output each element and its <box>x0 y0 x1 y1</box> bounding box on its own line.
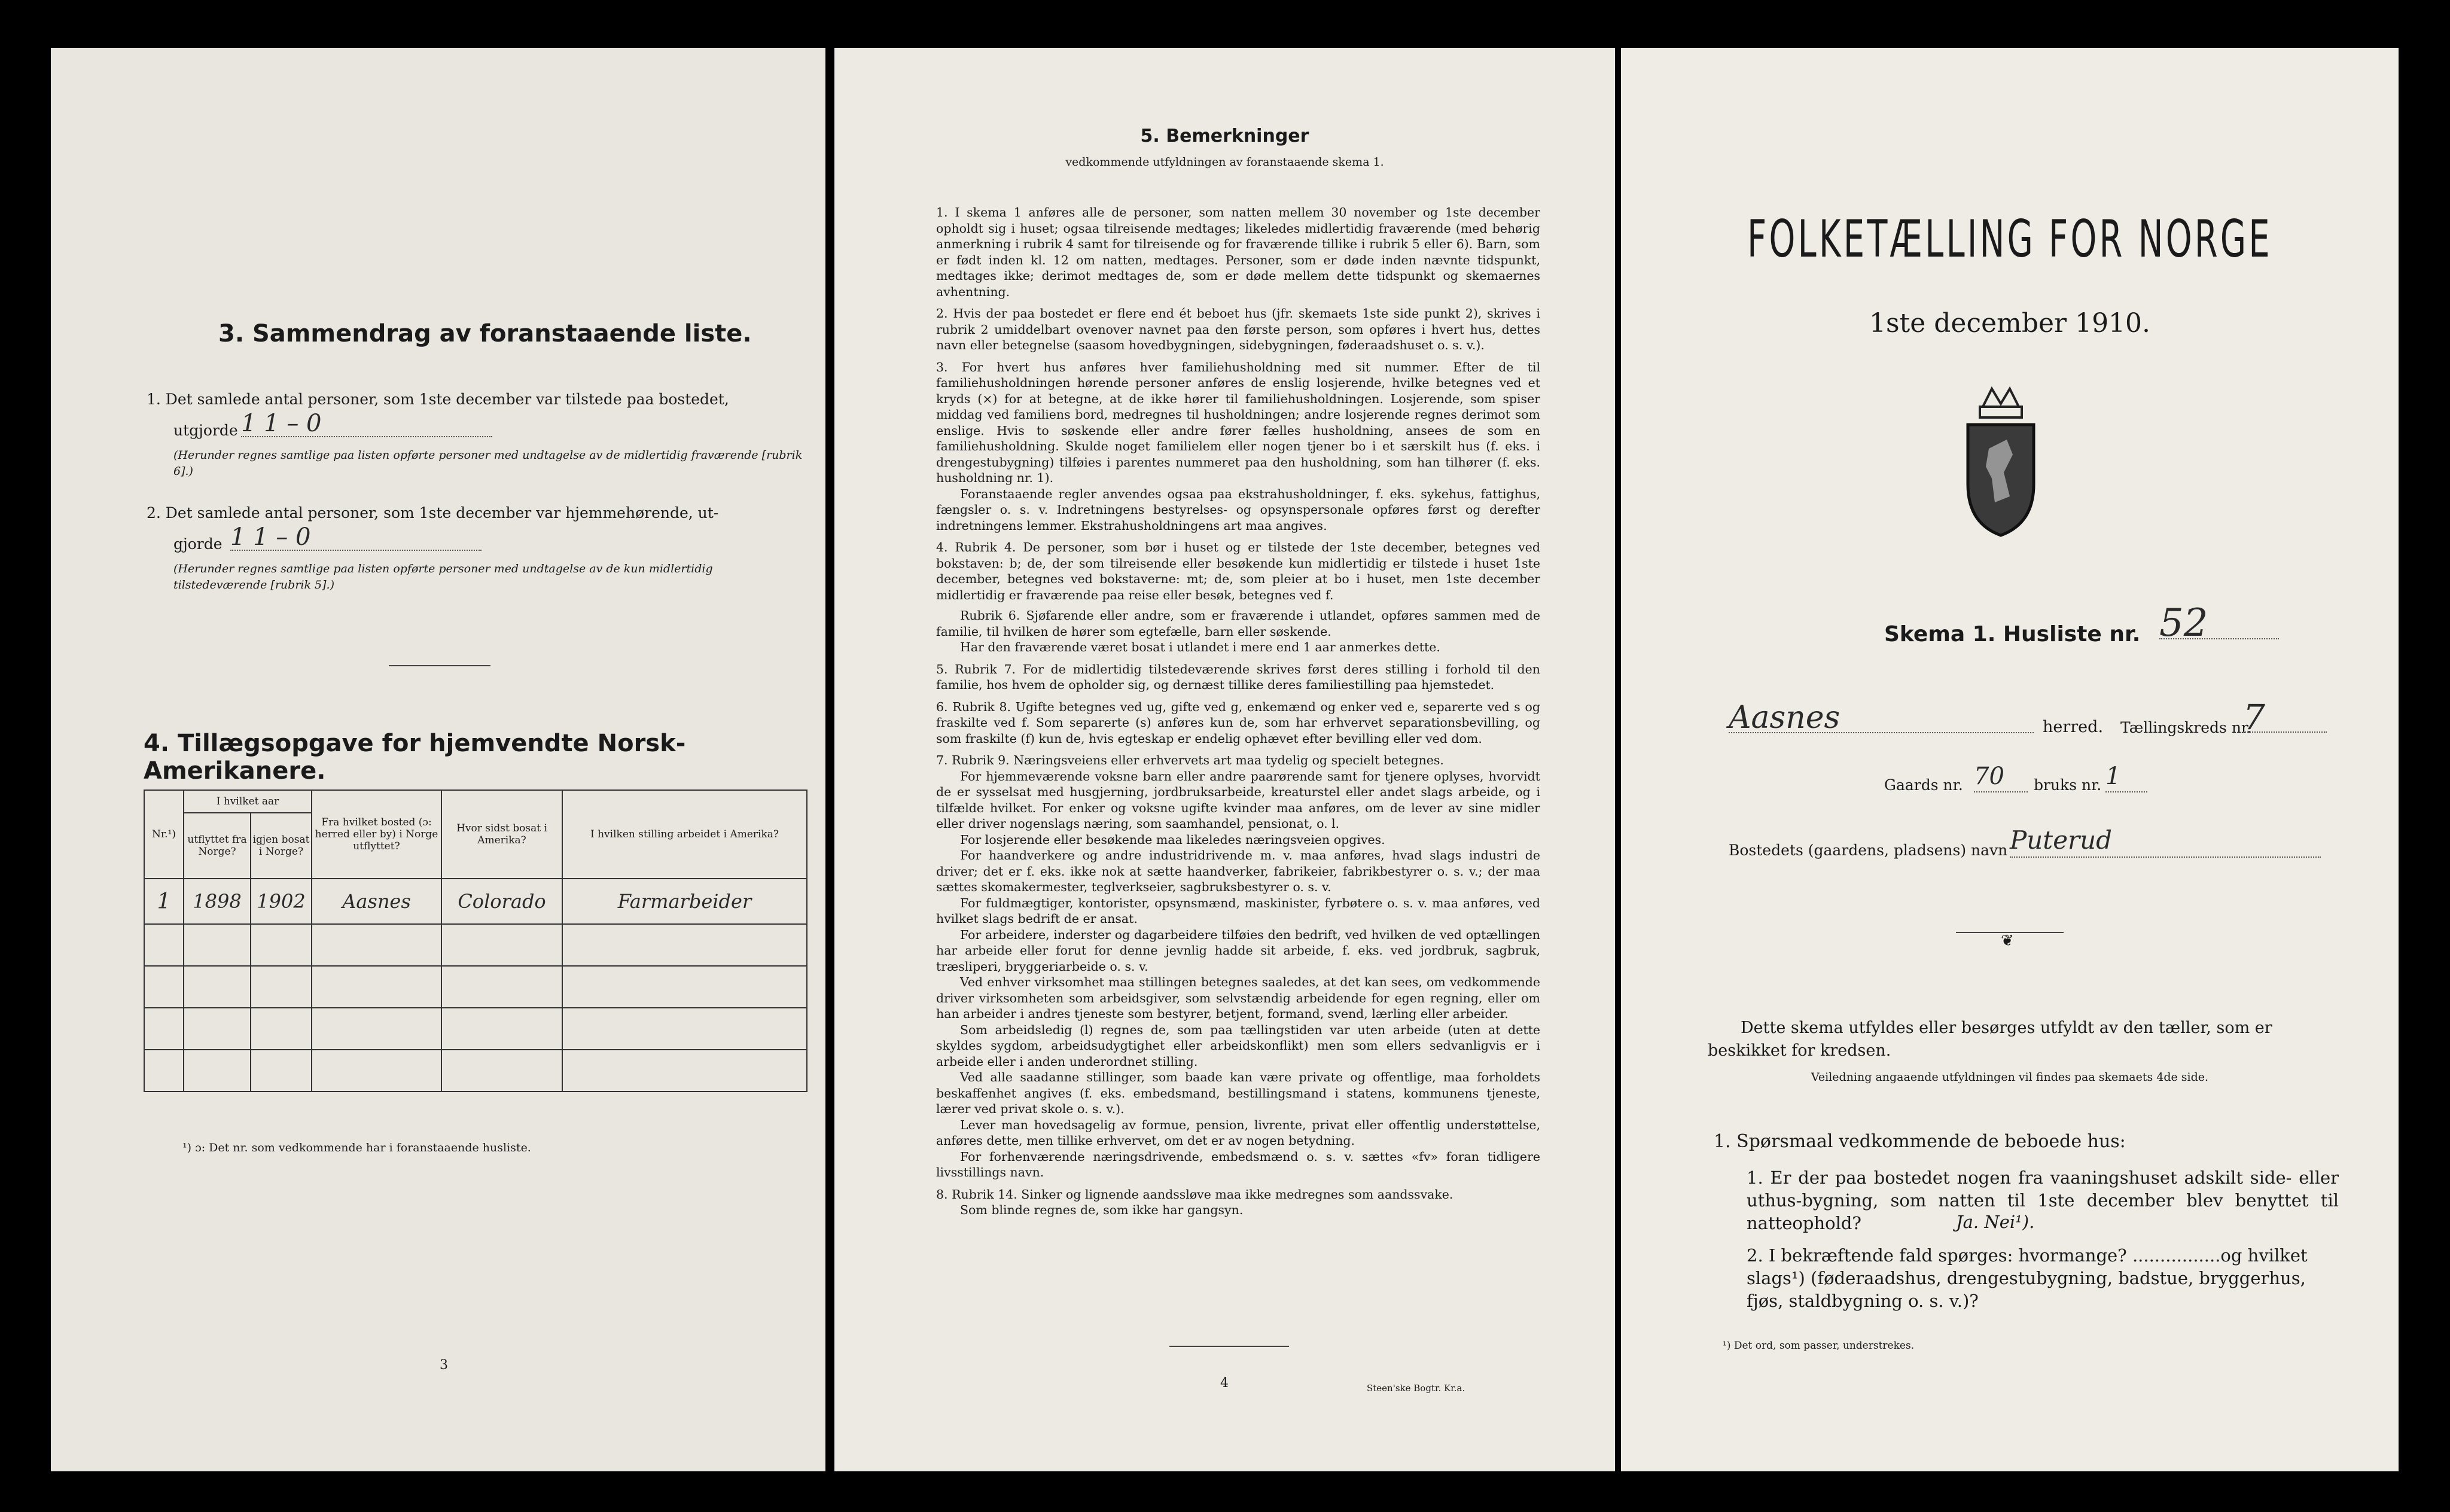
remark-7: 7. Rubrik 9. Næringsveiens eller erhvervets art maa tydelig og specielt betegnes. <box>936 753 1444 767</box>
form-date: 1ste december 1910. <box>1869 308 2151 339</box>
remark-5: 5. Rubrik 7. For de midlertidig tilstedeværende skrives først deres stilling i forhold til den familie, hos hvem de opholder sig, og dernæst tillike deres familiestilling paa hjemstedet. <box>936 662 1540 692</box>
cell-stilling: Farmarbeider <box>562 879 807 924</box>
divider <box>389 665 490 666</box>
cell-sidst: Colorado <box>441 879 562 924</box>
q1-text: 1. Det samlede antal personer, som 1ste december var tilstede paa bostedet, <box>147 391 729 408</box>
remark-7k: For forhenværende næringsdrivende, embedsmænd o. s. v. sættes «fv» foran tidligere livsstillings navn. <box>936 1149 1540 1179</box>
remark-7d: For haandverkere og andre industridrivende m. v. maa anføres, hvad slags industri de driver; det er f. eks. ikke nok at sætte haandverker, fabrikeier, fabrikbestyrer o. s. v.; der maa sættes skomakermester, teglverkseier, sagbruksbestyrer o. s. v. <box>936 848 1540 894</box>
header-bosat: igjen bosat i Norge? <box>251 813 312 879</box>
husliste-nr: 52 <box>2159 601 2279 639</box>
remark-7c: For losjerende eller besøkende maa likeledes næringsveien opgives. <box>960 832 1385 847</box>
remark-7e: For fuldmægtiger, kontorister, opsynsmænd, maskinister, fyrbøtere o. s. v. maa anføres, ved hvilket slags bedrift de er ansat. <box>936 895 1540 926</box>
section4-title: 4. Tillægsopgave for hjemvendte Norsk-Amerikanere. <box>144 730 686 785</box>
remark-4c: Har den fraværende været bosat i utlandet i mere end 1 aar anmerkes dette. <box>960 640 1440 654</box>
herred-value: Aasnes <box>1729 700 2034 733</box>
q2-text: 2. Det samlede antal personer, som 1ste december var hjemmehørende, ut- <box>147 504 719 522</box>
questions-heading: 1. Spørsmaal vedkommende de beboede hus: <box>1714 1131 2126 1152</box>
remark-7b: For hjemmeværende voksne barn eller andre paarørende samt for tjenere oplyses, hvorvidt de er sysselsat med husgjerning, jordbruksarbeide, kreaturstel eller andet slags arbeide, og i tilfælde hvilket. For enker og voksne ugifte kvinder maa anføres, om de lever av sine midler eller driver nogenslags næring, som saamhandel, pensionat, o. l. <box>936 769 1540 831</box>
table-footnote: ¹) ɔ: Det nr. som vedkommende har i foranstaaende husliste. <box>182 1141 531 1154</box>
bosted-label: Bostedets (gaardens, pladsens) navn <box>1729 842 2008 859</box>
coat-of-arms-icon <box>1956 383 2046 538</box>
remarks-subtitle: vedkommende utfyldningen av foranstaaende skema 1. <box>1065 156 1384 169</box>
q1-note: (Herunder regnes samtlige paa listen opførte personer med undtagelse av de midlertidig fraværende [rubrik 6].) <box>173 449 803 478</box>
cell-utflyttet: 1898 <box>184 879 251 924</box>
divider <box>1169 1346 1289 1347</box>
remark-7g: Ved enhver virksomhet maa stillingen betegnes saaledes, at det kan sees, om vedkommende driver virksomheten som arbeidsgiver, som selvstændig arbeidende for egen regning, eller om han arbeider i andres tjeneste som bestyrer, betjent, formand, svend, lærling eller arbeider. <box>936 975 1540 1021</box>
page-left <box>51 48 825 1471</box>
remark-7f: For arbeidere, inderster og dagarbeidere tilføies den bedrift, ved hvilken de ved optællingen har arbeide eller forut for denne jevnlig hadde sit arbeide, f. eks. ved jordbruk, sagbruk, træsliperi, bryggeriarbeide o. s. v. <box>936 927 1540 974</box>
remarks-title: 5. Bemerkninger <box>1140 126 1309 147</box>
header-year: I hvilket aar <box>184 790 312 813</box>
page-right <box>1621 48 2399 1471</box>
bosted-value: Puterud <box>2010 825 2321 858</box>
table-row <box>144 1050 807 1092</box>
cell-nr: 1 <box>144 879 184 924</box>
bruks-label: bruks nr. <box>2034 776 2102 794</box>
bruks-value: 1 <box>2105 763 2147 792</box>
header-nr: Nr.¹) <box>144 790 184 879</box>
header-stilling: I hvilken stilling arbeidet i Amerika? <box>562 790 807 879</box>
remark-8: 8. Rubrik 14. Sinker og lignende aandssløve maa ikke medregnes som aandssvake. <box>936 1187 1453 1202</box>
question-1: 1. Er der paa bostedet nogen fra vaaningshuset adskilt side- eller uthus-bygning, som natten til 1ste december blev benyttet til natteophold? <box>1747 1167 2339 1233</box>
gaards-value: 70 <box>1974 763 2028 792</box>
header-utflyttet: utflyttet fra Norge? <box>184 813 251 879</box>
page-number: 4 <box>1220 1376 1229 1391</box>
remark-7j: Lever man hovedsagelig av formue, pension, livrente, privat eller offentlig understøttelse, anføres dette, men tillike erhvervet, om det er av nogen betydning. <box>936 1117 1540 1148</box>
question-2: 2. I bekræftende fald spørges: hvormange? ................og hvilket slags¹) (føderaadshus, drengestubygning, badstue, bryggerhus, fjøs, staldbygning o. s. v.)? <box>1747 1245 2308 1311</box>
table-row <box>144 1008 807 1050</box>
instruction-small: Veiledning angaaende utfyldningen vil findes paa skemaets 4de side. <box>1811 1071 2209 1084</box>
question-1-answer: Ja. Nei¹). <box>1956 1212 2035 1232</box>
q2-value: 1 1 – 0 <box>230 523 482 551</box>
remark-1: 1. I skema 1 anføres alle de personer, som natten mellem 30 november og 1ste december opholdt sig i huset; ogsaa tilreisende medtages; likeledes midlertidig fraværende (med behørig anmerkning i rubrik 4 samt for tilreisende og for fraværende tillike i rubrik 5 eller 6). Barn, som er født inden kl. 12 om natten, medtages. Personer, som er døde inden nævnte tidspunkt, medtages ikke; derimot medtages de, som er døde mellem dette tidspunkt og skemaernes avhentning. <box>936 205 1540 299</box>
remark-8b: Som blinde regnes de, som ikke har gangsyn. <box>960 1203 1244 1217</box>
table-row <box>144 924 807 966</box>
gaards-label: Gaards nr. <box>1884 776 1963 794</box>
skema-label: Skema 1. Husliste nr. <box>1884 622 2141 647</box>
q2-note: (Herunder regnes samtlige paa listen opførte personer med undtagelse av de kun midlertidig tilstedeværende [rubrik 5].) <box>173 562 713 592</box>
remark-3: 3. For hvert hus anføres hver familiehusholdning med sit nummer. Efter de til familiehusholdningen hørende personer anføres de enslig losjerende, hvilke betegnes ved et kryds (×) for at betegne, at de ikke hører til familiehusholdningen. Losjerende, som spiser middag ved familiens bord, medregnes til husholdningen; andre losjerende regnes derimot som enslige. Hvis to søskende eller andre fører fælles husholdning, ansees de som en familiehusholdning. Skulde noget familielem eller nogen tjener bo i et særskilt hus (f. eks. i drengestubygning) tilføies i parentes nummeret paa den husholdning, som han tilhører (f. eks. husholdning nr. 1). <box>936 359 1540 485</box>
q1-label: utgjorde <box>173 422 238 439</box>
form-title: FOLKETÆLLING FOR NORGE <box>1747 209 2272 269</box>
kreds-label: Tællingskreds nr. <box>2120 719 2252 736</box>
kreds-value: 7 <box>2243 697 2327 733</box>
header-sidst: Hvor sidst bosat i Amerika? <box>441 790 562 879</box>
table-row <box>144 879 807 924</box>
table-row <box>144 966 807 1008</box>
page-middle <box>834 48 1615 1471</box>
remarks-body <box>936 205 1540 1218</box>
remark-2: 2. Hvis der paa bostedet er flere end ét beboet hus (jfr. skemaets 1ste side punkt 2), skrives i rubrik 2 umiddelbart ovenover navnet paa den første person, som opføres i hvert hus, dettes navn eller betegnelse (saasom hovedbygningen, sidebygningen, føderaadshuset o. s. v.). <box>936 306 1540 352</box>
footnote: ¹) Det ord, som passer, understrekes. <box>1723 1340 1915 1352</box>
remark-6: 6. Rubrik 8. Ugifte betegnes ved ug, gifte ved g, enkemænd og enker ved e, separerte ved s og fraskilte ved f. Som separerte (s) anføres kun de, som har erhvervet separationsbevilling, og som fraskilte (f) kun de, hvis egteskap er endelig ophævet efter bevilling eller ved dom. <box>936 699 1540 746</box>
q2-label: gjorde <box>173 535 223 553</box>
norsk-amerikanere-table <box>144 789 807 1092</box>
header-fra: Fra hvilket bosted (ɔ: herred eller by) i Norge utflyttet? <box>312 790 441 879</box>
remark-3b: Foranstaaende regler anvendes ogsaa paa ekstrahusholdninger, f. eks. sykehus, fattighus, fængsler o. s. v. Indretningens bestyrelses- og opsynspersonale opføres først og derefter indretningens lemmer. Ekstrahusholdningens art maa angives. <box>936 486 1540 533</box>
remark-4b: Rubrik 6. Sjøfarende eller andre, som er fraværende i utlandet, opføres sammen med de familie, til hvilken de hører som egtefælle, barn eller søskende. <box>936 608 1540 639</box>
remark-7h: Som arbeidsledig (l) regnes de, som paa tællingstiden var uten arbeide (uten at dette skyldes sygdom, arbeidsudygtighet eller arbeidskonflikt) men som ellers sedvanligvis er i arbeide eller i anden underordnet stilling. <box>936 1022 1540 1069</box>
herred-label: herred. <box>2043 718 2104 736</box>
printer-mark: Steen'ske Bogtr. Kr.a. <box>1367 1383 1465 1394</box>
cell-fra: Aasnes <box>312 879 441 924</box>
section3-title: 3. Sammendrag av foranstaaende liste. <box>218 320 752 347</box>
q1-value: 1 1 – 0 <box>241 410 492 437</box>
remark-7i: Ved alle saadanne stillinger, som baade kan være private og offentlige, maa forholdets beskaffenhet angives (f. eks. embedsmand, bestillingsmand i statens, kommunens tjeneste, lærer ved privat skole o. s. v.). <box>936 1070 1540 1116</box>
remark-4: 4. Rubrik 4. De personer, som bør i huset og er tilstede der 1ste december, betegnes ved bokstaven: b; de, der som tilreisende eller besøkende kun midlertidig er tilstede i huset 1ste december, betegnes ved bokstaverne: mt; de, som pleier at bo i huset, men 1ste december midlertidig er fraværende paa reise eller besøk, betegnes ved f. <box>936 540 1540 602</box>
ornament-icon: ❦ <box>2001 932 2014 950</box>
cell-bosat: 1902 <box>251 879 312 924</box>
instruction-text: Dette skema utfyldes eller besørges utfyldt av den tæller, som er beskikket for kredsen. <box>1708 1019 2272 1060</box>
page-number: 3 <box>440 1358 448 1373</box>
